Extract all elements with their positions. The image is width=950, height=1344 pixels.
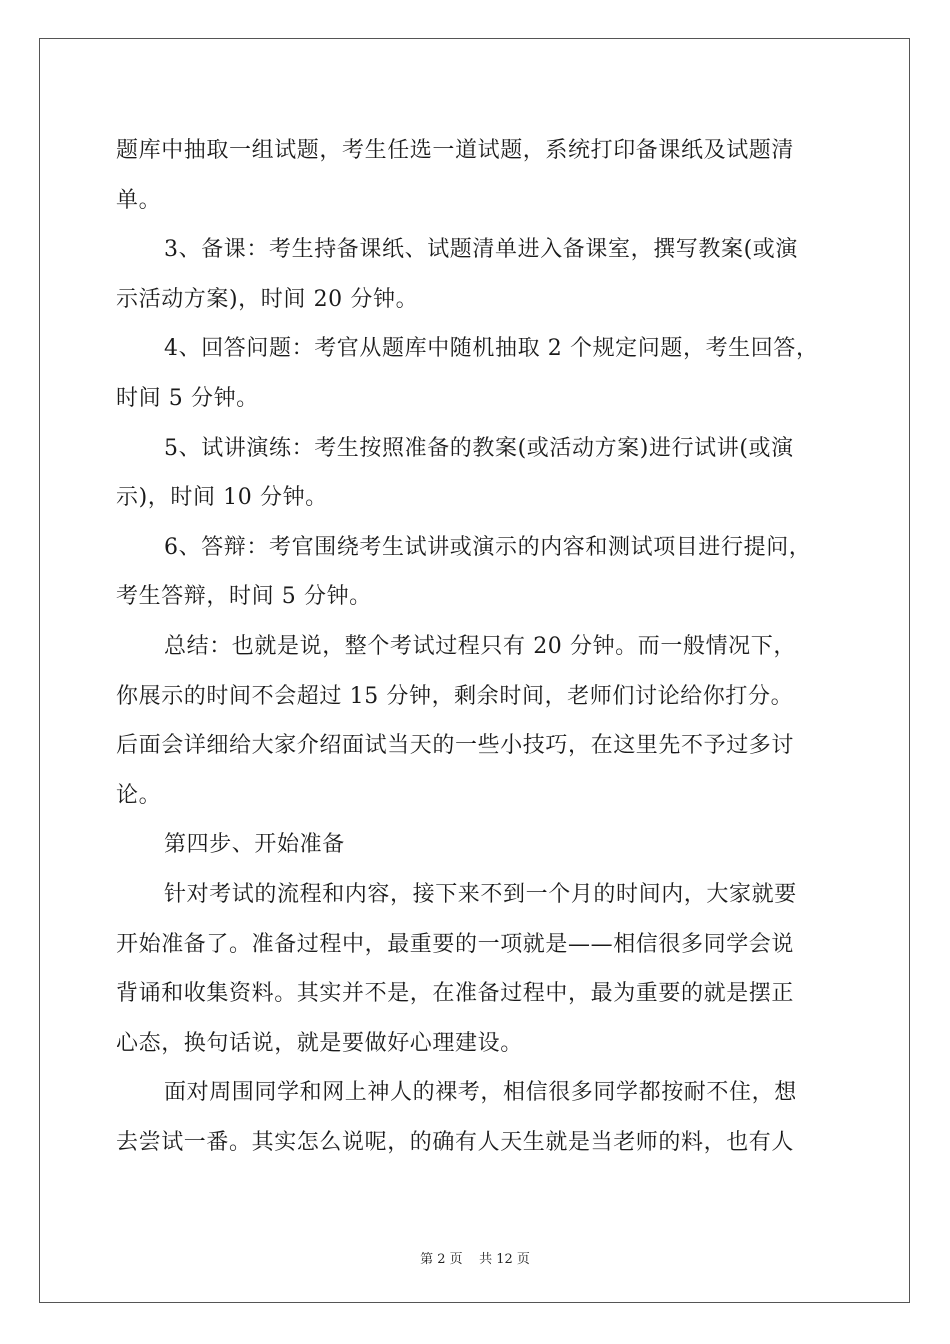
text-line: 示)，时间 10 分钟。 — [116, 485, 328, 511]
text-line: 总结：也就是说，整个考试过程只有 20 分钟。而一般情况下， — [164, 633, 796, 659]
section-heading: 第四步、开始准备 — [164, 832, 345, 858]
document-body — [116, 126, 836, 1167]
text-line: 题库中抽取一组试题，考生任选一道试题，系统打印备课纸及试题清 — [116, 138, 795, 163]
text-line: 5、试讲演练：考生按照准备的教案(或活动方案)进行试讲(或演 — [164, 435, 794, 461]
text-line: 心态，换句话说，就是要做好心理建设。 — [116, 1030, 523, 1056]
text-line: 时间 5 分钟。 — [116, 385, 259, 411]
text-line: 开始准备了。准备过程中，最重要的一项就是——相信很多同学会说 — [116, 931, 795, 957]
text-line: 后面会详细给大家介绍面试当天的一些小技巧，在这里先不予过多讨 — [116, 733, 795, 759]
text-line: 3、备课：考生持备课纸、试题清单进入备课室，撰写教案(或演 — [164, 237, 798, 263]
text-line: 6、答辩：考官围绕考生试讲或演示的内容和测试项目进行提问， — [164, 534, 812, 560]
text-line: 示活动方案)，时间 20 分钟。 — [116, 286, 419, 312]
text-line: 考生答辩，时间 5 分钟。 — [116, 584, 372, 610]
text-line: 去尝试一番。其实怎么说呢，的确有人天生就是当老师的料，也有人 — [116, 1129, 795, 1155]
page-number-footer: 第 2 页 共 12 页 — [420, 1252, 530, 1267]
text-line: 面对周围同学和网上神人的裸考，相信很多同学都按耐不住，想 — [164, 1080, 797, 1106]
text-line: 4、回答问题：考官从题库中随机抽取 2 个规定问题，考生回答， — [164, 336, 819, 362]
text-line: 背诵和收集资料。其实并不是，在准备过程中，最为重要的就是摆正 — [116, 981, 795, 1007]
text-line: 针对考试的流程和内容，接下来不到一个月的时间内，大家就要 — [164, 881, 797, 907]
text-line: 论。 — [116, 782, 162, 808]
text-line: 单。 — [116, 187, 162, 213]
text-line: 你展示的时间不会超过 15 分钟，剩余时间，老师们讨论给你打分。 — [116, 683, 794, 709]
